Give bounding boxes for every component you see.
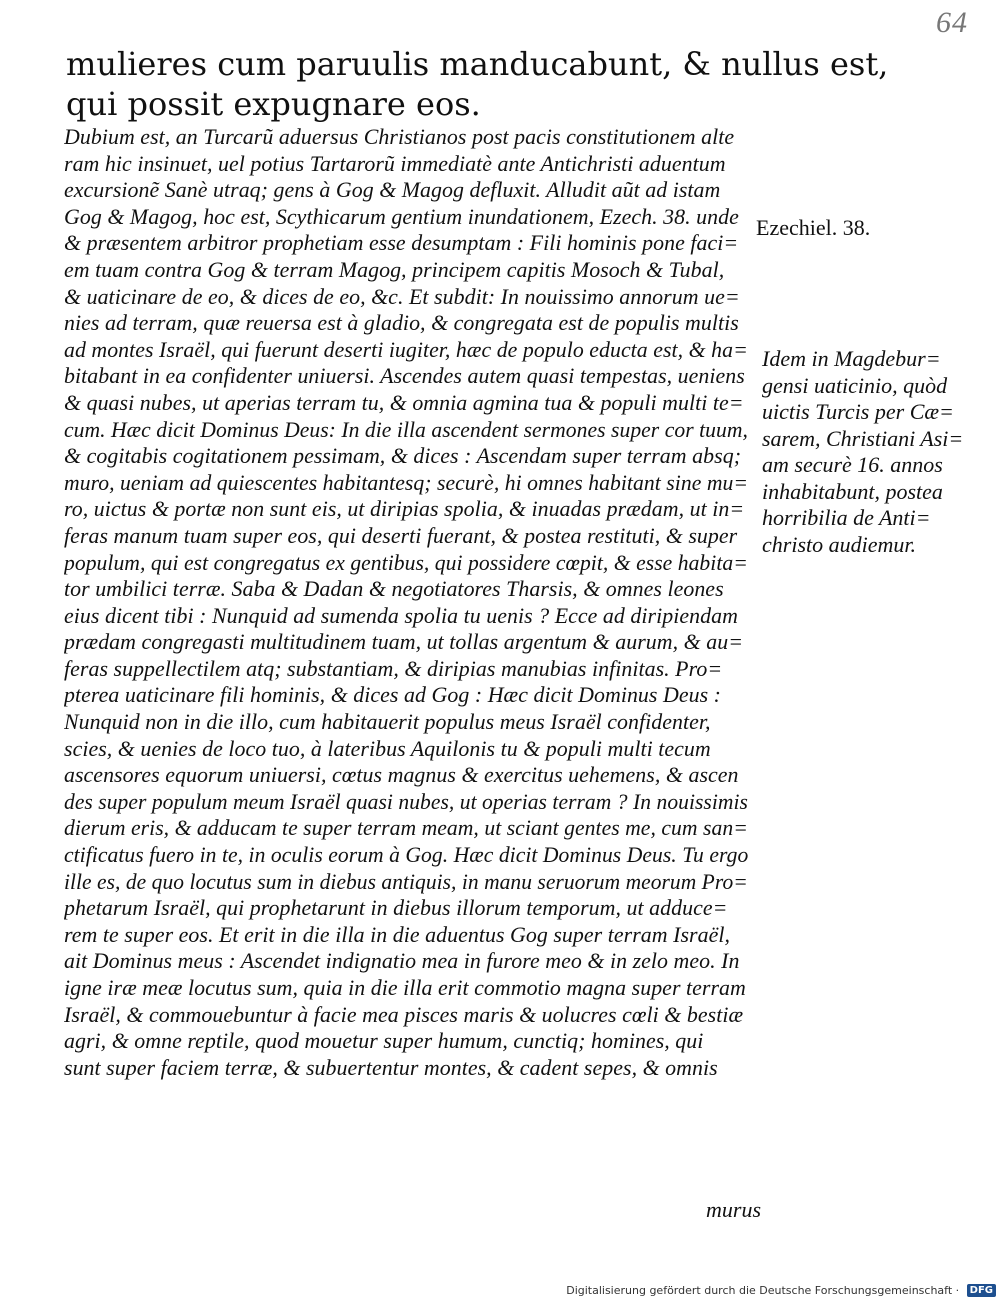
text-line: & cogitabis cogitationem pessimam, & dices : Ascendam super terram absq; xyxy=(64,443,742,469)
text-line: igne iræ meæ locutus sum, quia in die illa erit commotio magna super terram xyxy=(64,975,746,1000)
text-line: feras suppellectilem atq; substantiam, & diripias manubias infinitas. Pro= xyxy=(64,655,723,681)
digitization-footer: Digitalisierung gefördert durch die Deutsche Forschungsgemeinschaft · DFG xyxy=(607,1278,1000,1303)
text-line: excursionẽ Sanè utraq; gens à Gog & Magog defluxit. Alludit aũt ad istam xyxy=(64,177,721,203)
text-line: cum. Hæc dicit Dominus Deus: In die illa ascendent sermones super cor tuum, xyxy=(64,416,748,442)
text-line: ille es, de quo locutus sum in diebus antiquis, in manu seruorum meorum Pro= xyxy=(64,868,748,894)
text-line: muro, ueniam ad quiescentes habitantesq; securè, hi omnes habitant sine mu= xyxy=(64,469,748,495)
text-line: agri, & omne reptile, quod mouetur super humum, cunctiq; homines, qui xyxy=(64,1028,704,1054)
text-line: bitabant in ea confidenter uniuersi. Ascendes autem quasi tempestas, ueniens xyxy=(64,363,745,389)
heading-block xyxy=(66,44,889,124)
text-line: rem te super eos. Et erit in die illa in die aduentus Gog super terram Israël, xyxy=(64,921,730,947)
margin-note-line: gensi uaticinio, quòd xyxy=(762,372,948,398)
commentary-text xyxy=(64,124,764,1081)
text-line: ram hic insinuet, uel potius Tartarorũ immediatè ante Antichristi aduentum xyxy=(64,150,726,176)
catchword: murus xyxy=(706,1197,762,1222)
text-line: & præsentem arbitror prophetiam esse desumptam : Fili hominis pone faci= xyxy=(64,230,739,256)
margin-note-line: inhabitabunt, postea xyxy=(762,478,943,504)
text-line: des super populum meum Israël quasi nubes, ut operias terram ? In nouissimis xyxy=(64,788,748,814)
margin-note-line: horribilia de Anti= xyxy=(762,505,931,530)
text-line: eius dicent tibi : Nunquid ad sumenda spolia tu uenis ? Ecce ad diripiendam xyxy=(64,602,738,628)
dfg-logo: DFG xyxy=(967,1284,996,1297)
text-line: Nunquid non in die illo, cum habitauerit populus meus Israël confidenter, xyxy=(64,709,711,735)
margin-note xyxy=(762,346,962,558)
text-line: scies, & uenies de loco tuo, à lateribus Aquilonis tu & populi multi tecum xyxy=(64,735,711,761)
heading-line: mulieres cum paruulis manducabunt, & nullus est, xyxy=(66,45,889,83)
text-line: feras manum tuam super eos, qui deserti fuerant, & postea restituti, & super xyxy=(64,522,738,548)
text-line: ascensores equorum uniuersi, cœtus magnus & exercitus uehemens, & ascen xyxy=(64,762,739,788)
margin-reference: Ezechiel. 38. xyxy=(756,215,871,240)
text-line: ad montes Israël, qui fuerunt deserti iugiter, hæc de populo educta est, & ha= xyxy=(64,336,748,362)
text-line: ctificatus fuero in te, in oculis eorum à Gog. Hæc dicit Dominus Deus. Tu ergo xyxy=(64,842,748,868)
margin-note-line: am securè 16. annos xyxy=(762,452,943,477)
text-line: Gog & Magog, hoc est, Scythicarum gentium inundationem, Ezech. 38. unde xyxy=(64,203,739,229)
text-line: Israël, & commouebuntur à facie mea pisces maris & uolucres cœli & bestiæ xyxy=(64,1001,744,1027)
margin-note-line: uictis Turcis per Cæ= xyxy=(762,399,954,424)
text-line: prædam congregasti multitudinem tuam, ut tollas argentum & aurum, & au= xyxy=(64,629,744,655)
text-line: populum, qui est congregatus ex gentibus, qui possidere cœpit, & esse habita= xyxy=(64,549,748,575)
text-line: nies ad terram, quæ reuersa est à gladio, & congregata est de populis multis xyxy=(64,310,739,336)
heading-line: qui possit expugnare eos. xyxy=(66,85,481,123)
text-line: Dubium est, an Turcarũ aduersus Christianos post pacis constitutionem alte xyxy=(64,124,735,149)
text-line: ro, uictus & portæ non sunt eis, ut diripias spolia, & inuadas prædam, ut in= xyxy=(64,496,745,522)
folio-number: 64 xyxy=(936,6,968,39)
text-line: phetarum Israël, qui prophetarunt in diebus illorum temporum, ut adduce= xyxy=(64,895,728,921)
margin-note-line: Idem in Magdebur= xyxy=(762,346,941,371)
text-line: dierum eris, & adducam te super terram meam, ut sciant gentes me, cum san= xyxy=(64,815,748,841)
text-line: sunt super faciem terræ, & subuertentur montes, & cadent sepes, & omnis xyxy=(64,1054,718,1080)
text-line: pterea uaticinare fili hominis, & dices ad Gog : Hæc dicit Dominus Deus : xyxy=(64,682,722,708)
footer-credit: Digitalisierung gefördert durch die Deutsche Forschungsgemeinschaft xyxy=(566,1284,953,1297)
text-line: ait Dominus meus : Ascendet indignatio mea in furore meo & in zelo meo. In xyxy=(64,948,740,974)
text-line: & quasi nubes, ut aperias terram tu, & omnia agmina tua & populi multi te= xyxy=(64,389,744,415)
margin-note-line: christo audiemur. xyxy=(762,531,916,557)
text-line: tor umbilici terræ. Saba & Dadan & negotiatores Tharsis, & omnes leones xyxy=(64,576,724,602)
text-line: & uaticinare de eo, & dices de eo, &c. Et subdit: In nouissimo annorum ue= xyxy=(64,283,740,309)
text-line: em tuam contra Gog & terram Magog, principem capitis Mosoch & Tubal, xyxy=(64,256,725,282)
margin-note-line: sarem, Christiani Asi= xyxy=(762,425,964,451)
